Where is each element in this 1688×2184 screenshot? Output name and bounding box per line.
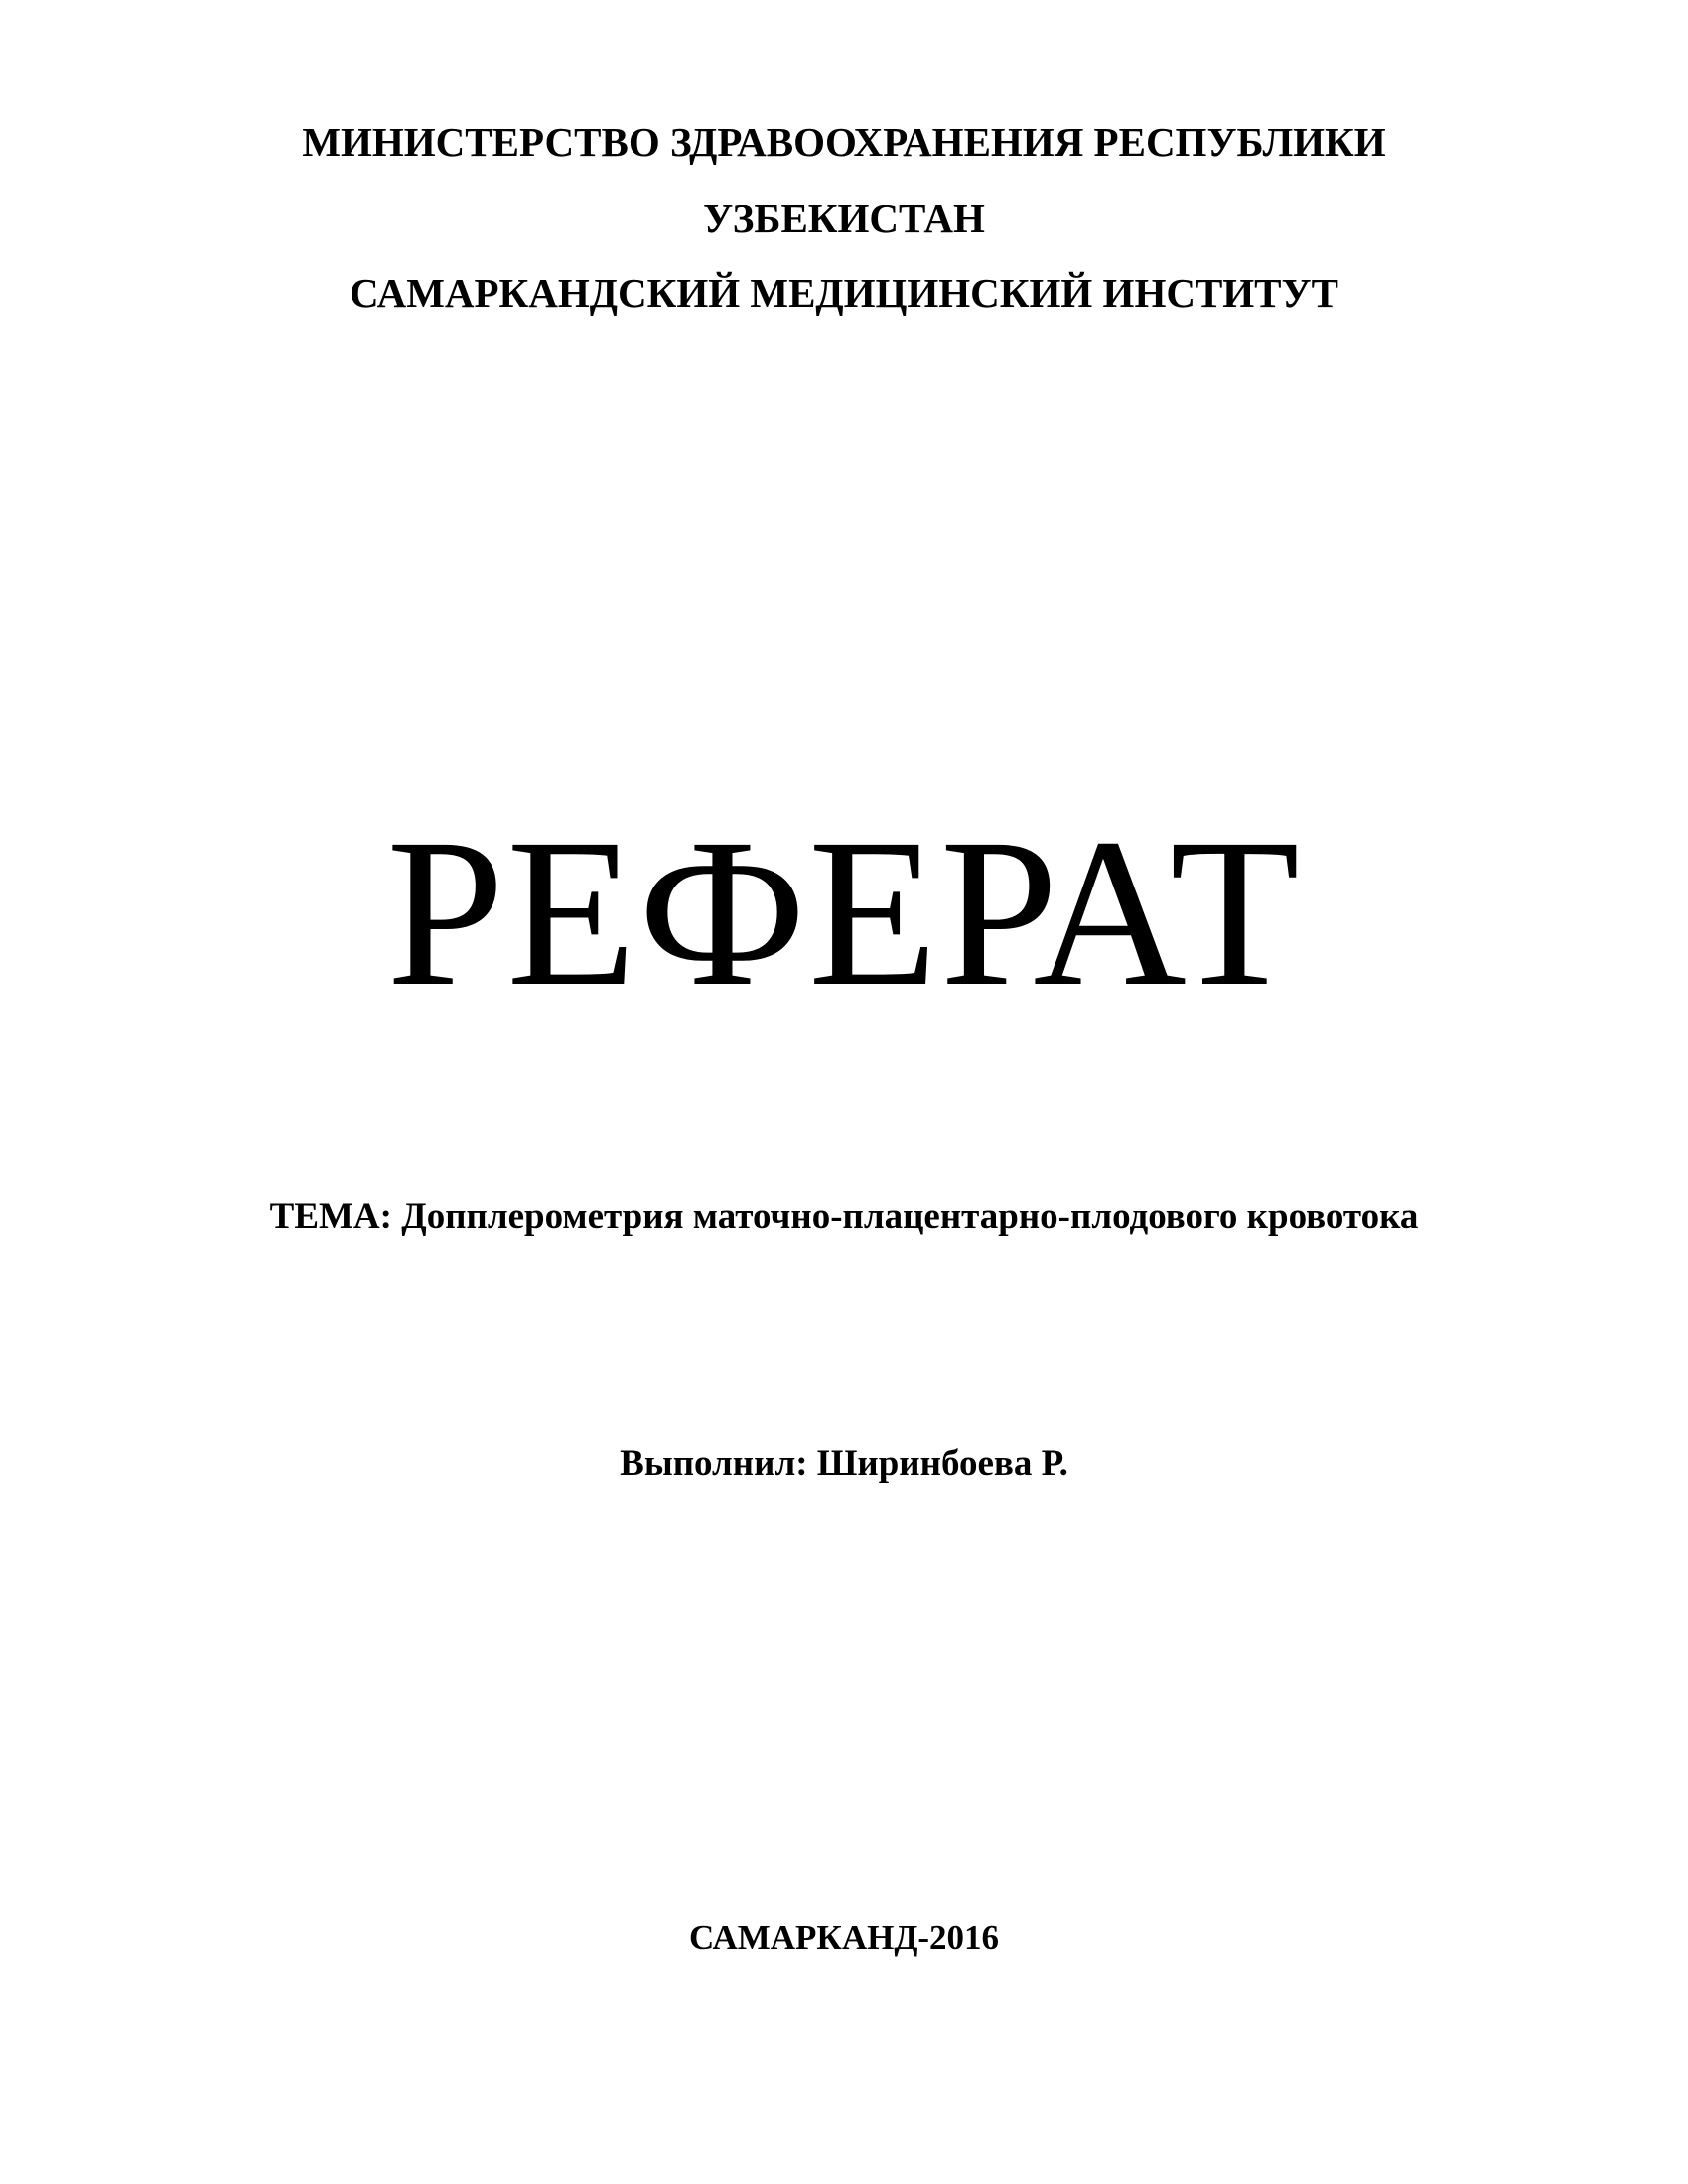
document-title: РЕФЕРАТ — [386, 795, 1302, 1030]
author-line — [0, 1441, 1688, 1487]
topic-text: Допплерометрия маточно-плацентарно-плодового кровотока — [401, 1196, 1419, 1237]
institute-heading: САМАРКАНДСКИЙ МЕДИЦИНСКИЙ ИНСТИТУТ — [350, 270, 1338, 316]
ministry-heading-line1: МИНИСТЕРСТВО ЗДРАВООХРАНЕНИЯ РЕСПУБЛИКИ — [302, 119, 1386, 165]
author-label: Выполнил: — [620, 1443, 808, 1484]
author-name: Ширинбоева Р. — [816, 1443, 1068, 1484]
topic-label: ТЕМА: — [269, 1196, 392, 1237]
ministry-heading-line2: УЗБЕКИСТАН — [703, 196, 985, 241]
city-year-footer: САМАРКАНД-2016 — [688, 1918, 1000, 1957]
topic-line — [0, 1194, 1688, 1240]
